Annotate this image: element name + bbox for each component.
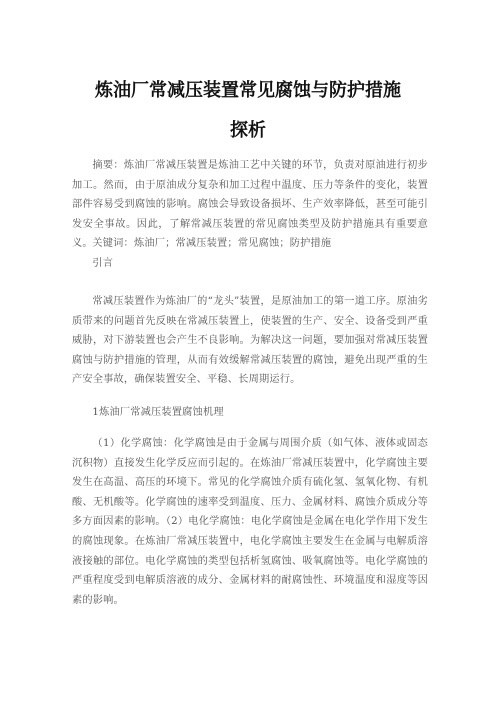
intro-heading: 引言 <box>92 258 114 269</box>
document-title-line2: 探析 <box>230 120 266 141</box>
keywords-line: 关键词：炼油厂；常减压装置；常见腐蚀；防护措施 <box>92 238 332 249</box>
section1-body-paragraph: （1）化学腐蚀：化学腐蚀是由于金属与周围介质（如气体、液体或固态沉积物）直接发生化学反应而引起的。在炼油厂常减压装置中，化学腐蚀主要发生在高温、高压的环境下。常见的化学腐蚀介质有硫化氢、氢氧化物、有机酸、无机酸等。化学腐蚀的速率受到温度、压力、金属材料、腐蚀介质成分等多方面因素的影响。（2）电化学腐蚀：电化学腐蚀是金属在电化学作用下发生的腐蚀现象。在炼油厂常减压装置中，电化学腐蚀主要发生在金属与电解质溶液接触的部位。电化学腐蚀的类型包括析氢腐蚀、吸氧腐蚀等。电化学腐蚀的严重程度受到电解质溶液的成分、金属材料的耐腐蚀性、环境温度和湿度等因素的影响。 <box>72 438 428 606</box>
section1-heading: 1炼油厂常减压装置腐蚀机理 <box>92 407 224 418</box>
abstract-paragraph: 摘要：炼油厂常减压装置是炼油工艺中关键的环节，负责对原油进行初步加工。然而，由于原油成分复杂和加工过程中温度、压力等条件的变化，装置部件容易受到腐蚀的影响。腐蚀会导致设备损坏、生产效率降低，甚至可能引发安全事故。因此，了解常减压装置的常见腐蚀类型及防护措施具有重要意义。 <box>72 160 428 250</box>
intro-paragraph: 常减压装置作为炼油厂的“龙头”装置，是原油加工的第一道工序。原油劣质带来的问题首先反映在常减压装置上，使装置的生产、安全、设备受到严重威胁，对下游装置也会产生不良影响。为解决这一问题，要加强对常减压装置腐蚀与防护措施的管理，从而有效缓解常减压装置的腐蚀，避免出现严重的生产安全事故，确保装置安全、平稳、长周期运行。 <box>72 296 428 386</box>
document-title-line1: 炼油厂常减压装置常见腐蚀与防护措施 <box>95 80 401 101</box>
